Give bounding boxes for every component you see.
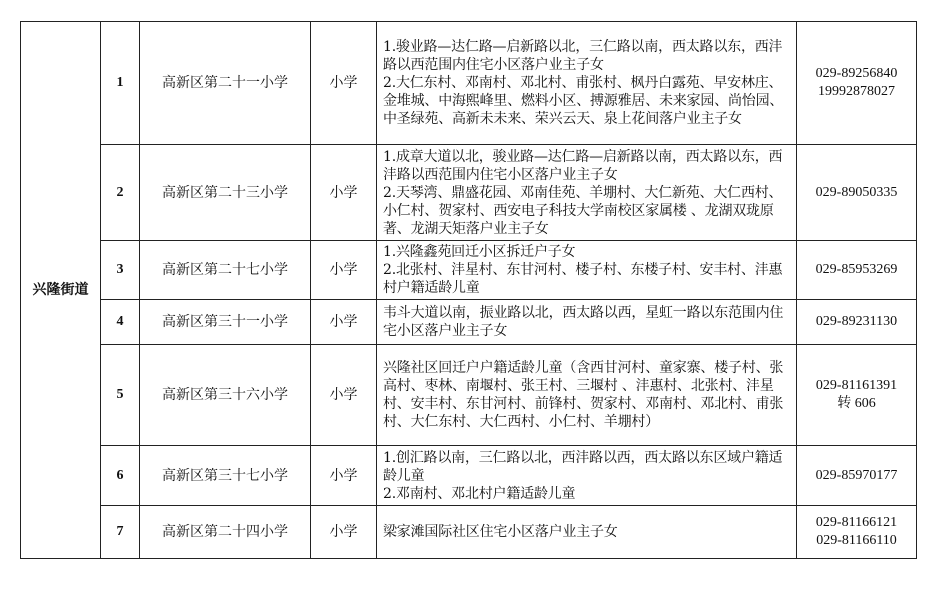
table-row	[21, 345, 917, 446]
school-name: 高新区第二十七小学	[140, 241, 311, 300]
scope-line: 韦斗大道以南，振业路以北，西太路以西，星虹一路以东范围内住宅小区落户业主子女	[383, 305, 784, 339]
enrollment-scope	[377, 345, 797, 446]
school-type: 小学	[311, 241, 377, 300]
school-name: 高新区第三十一小学	[140, 300, 311, 345]
scope-line: 1.创汇路以南，三仁路以北，西沣路以西，西太路以东区域户籍适龄儿童	[383, 449, 783, 484]
phone-line: 029-81161391	[815, 378, 898, 393]
school-type: 小学	[311, 22, 377, 145]
scope-line: 2.邓南村、邓北村户籍适龄儿童	[383, 485, 576, 502]
row-number: 4	[101, 300, 140, 345]
phone-line: 029-85953269	[815, 262, 898, 277]
table-row	[21, 145, 917, 241]
phone-line: 029-89050335	[815, 184, 898, 200]
contact-phone	[797, 345, 917, 446]
school-type: 小学	[311, 446, 377, 506]
enrollment-scope	[377, 145, 797, 241]
scope-line: 1.成章大道以北，骏业路—达仁路—启新路以南，西太路以东，西沣路以西范围内住宅小区落户业主子女	[383, 148, 783, 183]
enrollment-scope	[377, 446, 797, 506]
school-type: 小学	[311, 300, 377, 345]
school-name: 高新区第二十四小学	[140, 506, 311, 559]
contact-phone	[797, 22, 917, 145]
row-number: 2	[101, 145, 140, 241]
table-row	[21, 506, 917, 559]
phone-line: 029-89231130	[815, 314, 898, 329]
enrollment-scope	[377, 22, 797, 145]
row-number: 7	[101, 506, 140, 559]
table-row	[21, 300, 917, 345]
row-number: 3	[101, 241, 140, 300]
scope-line: 1.兴隆鑫苑回迁小区拆迁户子女	[383, 244, 576, 260]
school-name: 高新区第三十七小学	[140, 446, 311, 506]
row-number: 5	[101, 345, 140, 446]
enrollment-scope	[377, 506, 797, 559]
school-name: 高新区第三十六小学	[140, 345, 311, 446]
table-row	[21, 241, 917, 300]
phone-line: 029-89256840	[815, 66, 898, 81]
phone-line: 19992878027	[818, 84, 895, 99]
contact-phone	[797, 241, 917, 300]
contact-phone	[797, 145, 917, 241]
scope-line: 1.骏业路—达仁路—启新路以北，三仁路以南，西太路以东，西沣路以西范围内住宅小区落户业主子女	[383, 39, 783, 73]
school-type: 小学	[311, 345, 377, 446]
enrollment-scope	[377, 241, 797, 300]
street-name-cell: 兴隆街道	[21, 22, 101, 559]
row-number: 6	[101, 446, 140, 506]
scope-line: 兴隆社区回迁户户籍适龄儿童（含西甘河村、童家寨、楼子村、张高村、枣林、南堰村、张王村、三堰村 、沣惠村、北张村、沣星村、安丰村、东甘河村、前锋村、贺家村、邓南村、邓北村、甫张村、大仁东村、大仁西村、小仁村、羊堋村）	[383, 360, 784, 430]
enrollment-table	[20, 21, 917, 559]
row-number: 1	[101, 22, 140, 145]
phone-line: 029-85970177	[815, 467, 898, 483]
phone-line: 转 606	[837, 396, 876, 411]
contact-phone	[797, 506, 917, 559]
scope-line: 2.天琴湾、鼎盛花园、邓南佳苑、羊堋村、大仁新苑、大仁西村、小仁村、贺家村、西安电子科技大学南校区家属楼 、龙湖双珑原著、龙湖天矩落户业主子女	[383, 184, 783, 237]
school-type: 小学	[311, 506, 377, 559]
scope-line: 梁家滩国际社区住宅小区落户业主子女	[383, 524, 618, 540]
table-row	[21, 446, 917, 506]
school-type: 小学	[311, 145, 377, 241]
scope-line: 2.大仁东村、邓南村、邓北村、甫张村、枫丹白露苑、早安林庄、金堆城、中海熙峰里、燃料小区、搏源雅居、未来家园、尚怡园、中圣绿苑、高新未未来、荣兴云天、泉上花间落户业主子女	[383, 75, 784, 127]
school-name: 高新区第二十一小学	[140, 22, 311, 145]
table-row	[21, 22, 917, 145]
enrollment-scope	[377, 300, 797, 345]
contact-phone	[797, 300, 917, 345]
phone-line: 029-81166110	[816, 533, 897, 548]
table-body	[21, 22, 917, 559]
scope-line: 2.北张村、沣星村、东甘河村、楼子村、东楼子村、安丰村、沣惠村户籍适龄儿童	[383, 262, 783, 296]
school-name: 高新区第二十三小学	[140, 145, 311, 241]
phone-line: 029-81166121	[815, 515, 898, 530]
contact-phone	[797, 446, 917, 506]
